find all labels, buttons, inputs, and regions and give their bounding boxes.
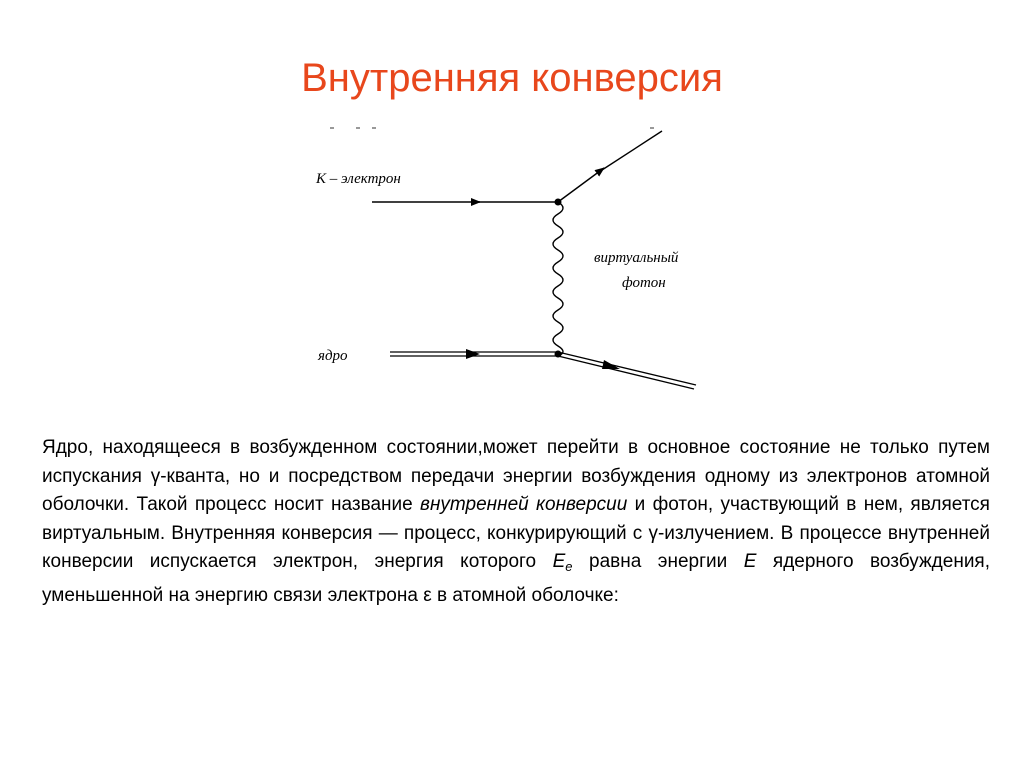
body-paragraph: [42, 434, 990, 610]
body-text-part-1: Ядро, находящееся в возбужденном состоянии,может перейти в основное состояние не только путем испускания γ-кванта, но и посредством передачи энергии возбуждения одному из электронов атомной оболочки. Такой процесс носит название: [42, 437, 990, 515]
label-virtual-photon-1: виртуальный: [594, 250, 679, 266]
body-text-part-2: и фотон, участвующий в нем, является виртуальным. Внутренняя конверсия — процесс, конкурирующий с γ-излучением. В процессе внутренней конверсии испускается электрон, энергия которого: [42, 494, 990, 572]
symbol-energy-2: E: [743, 551, 757, 572]
electron-out-line-cont: [602, 131, 662, 170]
scan-artifacts: [330, 127, 654, 129]
nucleus-in-arrow: [466, 349, 480, 359]
symbol-energy: E: [552, 551, 566, 572]
label-k-electron: К – электрон: [316, 171, 401, 187]
electron-out-line: [558, 168, 604, 202]
nucleus-out-line-b: [558, 356, 694, 389]
vertex-top: [555, 199, 562, 206]
virtual-photon-wave: [553, 202, 563, 356]
body-text-part-3: равна энергии: [572, 551, 744, 572]
label-virtual-photon-2: фотон: [622, 275, 666, 291]
feynman-diagram: [300, 118, 740, 408]
symbol-energy-subscript: e: [565, 559, 573, 574]
slide-title: Внутренняя конверсия: [301, 56, 723, 100]
label-nucleus: ядро: [318, 348, 348, 364]
term-internal-conversion: внутренней конверсии: [420, 494, 628, 515]
nucleus-out-arrow: [602, 360, 620, 369]
body-text-part-4: ядерного возбуждения, уменьшенной на энергию связи электрона ε в атомной оболочке:: [42, 551, 990, 606]
nucleus-out-line-a: [558, 352, 696, 385]
